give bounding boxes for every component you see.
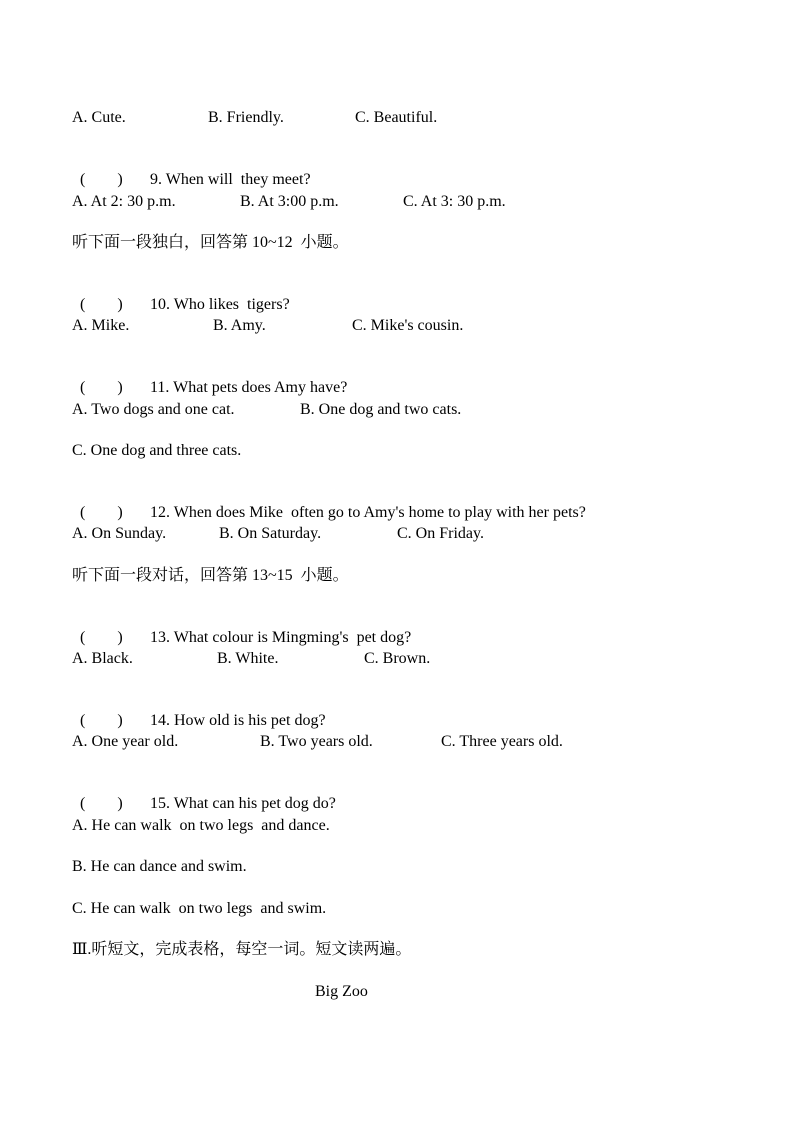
question-text: 14. How old is his pet dog? (150, 712, 326, 729)
option-a: A. Two dogs and one cat. (72, 401, 235, 418)
answer-blank: ( ) (80, 379, 123, 396)
section-instruction-13-15: 听下面一段对话，回答第 13~15 小题。 (72, 567, 349, 584)
option-b: B. Friendly. (208, 109, 284, 126)
option-c: C. One dog and three cats. (72, 442, 242, 459)
option-b: B. At 3:00 p.m. (240, 193, 339, 210)
question-text: 11. What pets does Amy have? (150, 379, 348, 396)
question-text: 13. What colour is Mingming's pet dog? (150, 629, 412, 646)
option-a: A. Cute. (72, 109, 126, 126)
section-instruction-10-12: 听下面一段独白，回答第 10~12 小题。 (72, 234, 349, 251)
option-a: A. He can walk on two legs and dance. (72, 817, 330, 834)
option-a: A. One year old. (72, 733, 179, 750)
question-15 (72, 774, 336, 812)
option-b: B. On Saturday. (219, 525, 322, 542)
question-10 (72, 275, 290, 313)
answer-blank: ( ) (80, 296, 123, 313)
question-text: 10. Who likes tigers? (150, 296, 290, 313)
option-b: B. He can dance and swim. (72, 858, 247, 875)
option-c: C. Three years old. (441, 733, 563, 750)
option-c: C. At 3: 30 p.m. (403, 193, 506, 210)
option-a: A. At 2: 30 p.m. (72, 193, 176, 210)
answer-blank: ( ) (80, 629, 123, 646)
option-a: A. Black. (72, 650, 133, 667)
option-c: C. Brown. (364, 650, 431, 667)
option-b: B. White. (217, 650, 279, 667)
question-text: 9. When will they meet? (150, 171, 311, 188)
table-title: Big Zoo (315, 983, 368, 1000)
section-iii-instruction: Ⅲ.听短文，完成表格，每空一词。短文读两遍。 (72, 941, 412, 958)
question-14 (72, 691, 326, 729)
question-13 (72, 608, 412, 646)
answer-blank: ( ) (80, 171, 123, 188)
answer-blank: ( ) (80, 712, 123, 729)
option-a: A. On Sunday. (72, 525, 167, 542)
option-c: C. Beautiful. (355, 109, 438, 126)
question-12 (72, 483, 586, 521)
answer-blank: ( ) (80, 504, 123, 521)
question-text: 12. When does Mike often go to Amy's home to play with her pets? (150, 504, 586, 521)
answer-blank: ( ) (80, 795, 123, 812)
option-a: A. Mike. (72, 317, 130, 334)
option-c: C. Mike's cousin. (352, 317, 464, 334)
question-text: 15. What can his pet dog do? (150, 795, 336, 812)
question-11 (72, 358, 348, 396)
option-b: B. Amy. (213, 317, 266, 334)
option-c: C. On Friday. (397, 525, 484, 542)
option-b: B. One dog and two cats. (300, 401, 462, 418)
option-c: C. He can walk on two legs and swim. (72, 900, 327, 917)
option-b: B. Two years old. (260, 733, 373, 750)
question-9 (72, 150, 311, 188)
